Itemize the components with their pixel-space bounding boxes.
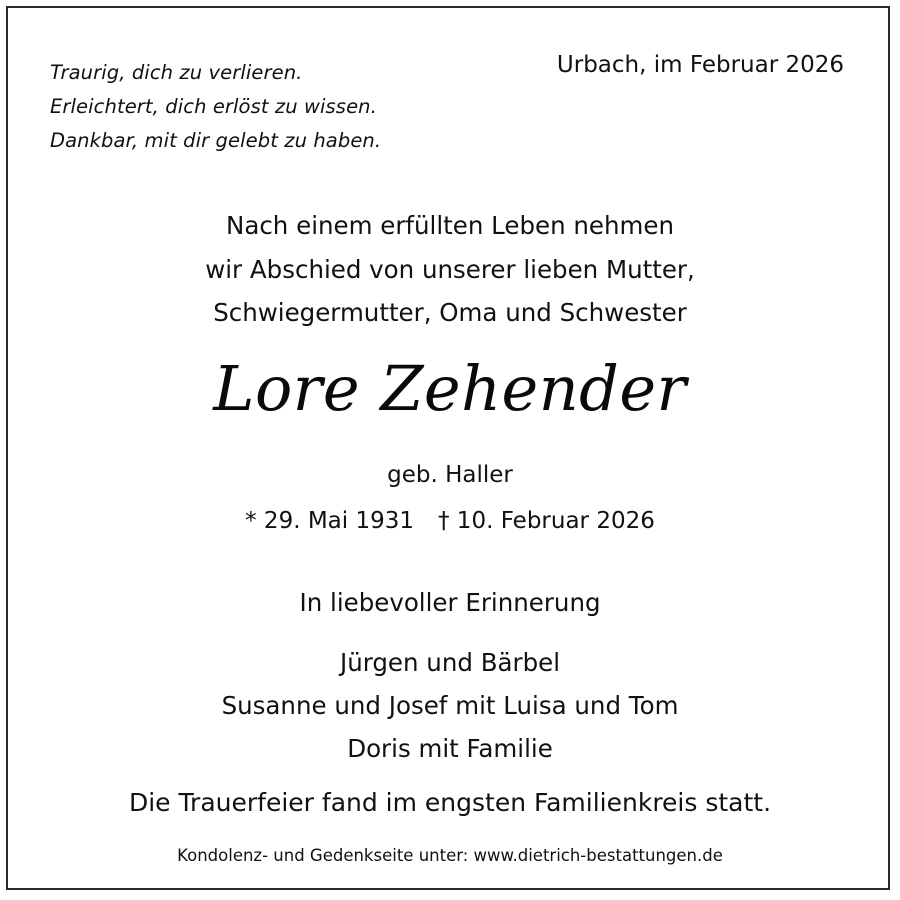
motto-verse bbox=[50, 56, 381, 158]
family-list bbox=[0, 641, 900, 770]
place-date: Urbach, im Februar 2026 bbox=[556, 52, 844, 78]
birth-date: * 29. Mai 1931 bbox=[245, 508, 414, 534]
maiden-name: geb. Haller bbox=[387, 462, 513, 488]
death-date: † 10. Februar 2026 bbox=[438, 508, 655, 534]
condolence-footer: Kondolenz- und Gedenkseite unter: www.dietrich-bestattungen.de bbox=[177, 846, 723, 865]
life-dates bbox=[0, 508, 900, 534]
motto-line-1: Traurig, dich zu verlieren. bbox=[50, 61, 303, 84]
intro-line-3: Schwiegermutter, Oma und Schwester bbox=[213, 298, 687, 327]
intro-line-1: Nach einem erfüllten Leben nehmen bbox=[226, 211, 674, 240]
memory-line: In liebevoller Erinnerung bbox=[299, 588, 601, 617]
family-line-2: Susanne und Josef mit Luisa und Tom bbox=[221, 691, 679, 720]
motto-line-3: Dankbar, mit dir gelebt zu haben. bbox=[50, 129, 382, 152]
family-line-1: Jürgen und Bärbel bbox=[339, 648, 561, 677]
ceremony-note: Die Trauerfeier fand im engsten Familienkreis statt. bbox=[128, 788, 772, 817]
family-line-3: Doris mit Familie bbox=[347, 734, 553, 763]
motto-line-2: Erleichtert, dich erlöst zu wissen. bbox=[50, 95, 377, 118]
intro-text bbox=[0, 204, 900, 335]
intro-line-2: wir Abschied von unserer lieben Mutter, bbox=[205, 254, 695, 284]
deceased-name: Lore Zehender bbox=[213, 352, 687, 425]
